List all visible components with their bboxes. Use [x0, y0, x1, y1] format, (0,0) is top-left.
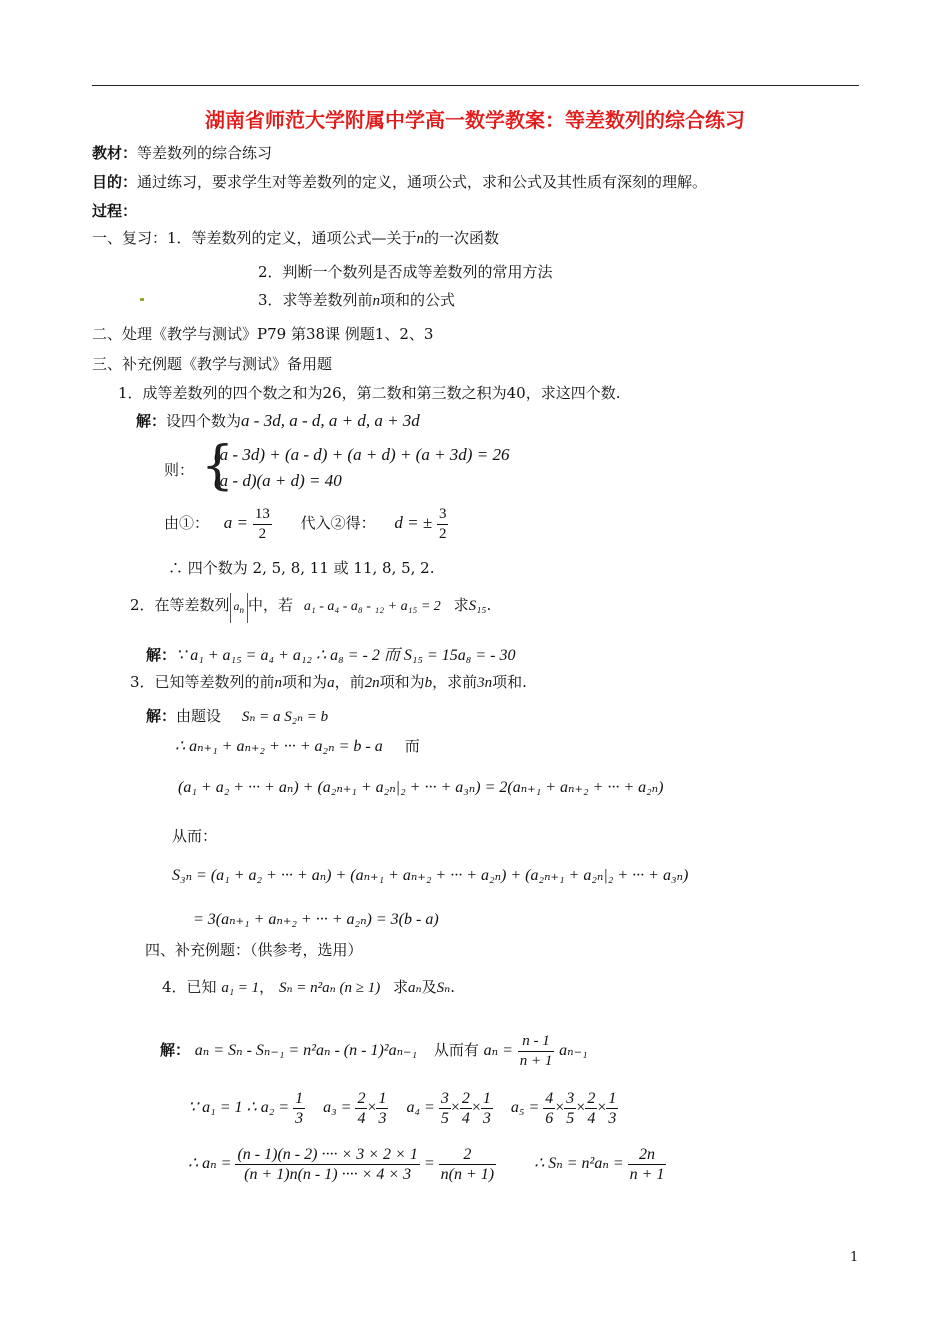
textbook-text: 等差数列的综合练习 [137, 144, 273, 162]
ex4-final-a: ∴ aₙ = [188, 1155, 232, 1172]
textbook-label: 教材： [92, 144, 138, 162]
ex4-final-frac: $\frac{(n - 1)(n - 2) \cdot\cdot\cdot\cdot \times 3 \times 2 \times 1}{(n + 1)n(n - 1) \cdot\cdot\cdot\cdot \times 4 \times 3}$ [237, 1145, 418, 1183]
ex4-because: ∵ a₁ = 1 ∴ a₂ = [188, 1099, 290, 1116]
ex4-q-c: 及 [421, 978, 437, 996]
ex4-sol-a: aₙ = Sₙ - Sₙ₋₁ = n²aₙ - (n - 1)²aₙ₋₁ [194, 1042, 418, 1059]
goal-label: 目的： [92, 173, 138, 191]
review-item-1-end: 的一次函数 [424, 229, 500, 247]
ex4-sol-b: 从而有 [433, 1041, 479, 1059]
ex1-eq2: (a - d)(a + d) = 40 [214, 471, 342, 490]
ex3-line5: = 3(aₙ₊₁ + aₙ₊₂ + ··· + a₂ₙ) = 3(b - a) [193, 911, 439, 928]
ex3-q-3n: 3n [477, 675, 493, 691]
ex1-answer: ∴ 四个数为 2, 5, 8, 11 或 11, 8, 5, 2. [168, 559, 435, 577]
ex2-question: 2．在等差数列 $a_n$ 中，若 a₁ - a₄ - a₈ - ₁₂ + a₁₅ = 2 求S₁₅. [130, 592, 491, 623]
ex4-comma: ， [259, 978, 275, 996]
ex4-q-a: 4．已知 [162, 978, 217, 996]
page-number: 1 [850, 1250, 859, 1265]
ex4-sol-label: 解： [160, 1041, 191, 1059]
ex1-question: 1．成等差数列的四个数之和为26，第二数和第三数之积为40，求这四个数. [118, 384, 621, 402]
ex2-sol-label: 解： [146, 646, 177, 664]
review-item-1-text: 一、复习：1．等差数列的定义，通项公式—关于 [92, 229, 417, 247]
process-label: 过程： [92, 202, 138, 220]
ex3-q-d: 项和为 [379, 673, 425, 691]
section-3: 三、补充例题《教学与测试》备用题 [92, 355, 333, 373]
ex1-sol-math: a - 3d, a - d, a + d, a + 3d [241, 411, 420, 430]
ex1-sub2: 代入②得： [300, 514, 376, 532]
ex1-solve [164, 503, 448, 544]
system-brace: { [201, 436, 235, 496]
ex3-q-c: ，前 [334, 673, 365, 691]
ex3-line2-end: 而 [404, 739, 420, 755]
ex3-setup [146, 706, 328, 727]
ex3-sol-a: 由题设 [176, 707, 222, 725]
ex2-q-b: 中，若 [248, 596, 294, 614]
ex4-frac1: $\frac{n - 1}{n + 1}$ [519, 1032, 553, 1069]
ex4-final-s: ∴ Sₙ = n²aₙ = [534, 1155, 624, 1172]
review-item-3-var: n [372, 293, 381, 309]
ex3-q-f: 项和. [492, 673, 527, 691]
page-title: 湖南省师范大学附属中学高一数学教案：等差数列的综合练习 [205, 108, 745, 132]
textbook-line [92, 143, 272, 163]
ex2-cond: a₁ - a₄ - a₈ - ₁₂ + a₁₅ = 2 [303, 599, 441, 614]
ex3-sol-b: Sₙ = a S₂ₙ = b [241, 709, 329, 725]
ex4-a4: a₄ = [406, 1099, 435, 1116]
ex4-a3: a₃ = [323, 1099, 352, 1116]
ex1-eq1: (a - 3d) + (a - d) + (a + d) + (a + 3d) = 26 [214, 445, 510, 464]
ex4-final-frac2: $\frac{2}{n(n + 1)}$ [440, 1145, 495, 1183]
ex3-q-e: ，求前 [432, 673, 478, 691]
ex4-q-d: . [450, 978, 455, 996]
ex2-target: S₁₅ [468, 598, 487, 614]
ex2-seq: $a_n$ [230, 593, 249, 623]
ex3-line2 [175, 737, 420, 757]
ex2-q-c: 求 [453, 596, 469, 614]
ex2-q-a: 2．在等差数列 [130, 596, 230, 614]
ex1-a-frac: $\frac{13}{2}$ [254, 505, 270, 542]
ex4-cond2: Sₙ = n²aₙ (n ≥ 1) [278, 980, 381, 996]
ex2-sol: ∵ a₁ + a₁₅ = a₄ + a₁₂ ∴ a₈ = - 2 而 S₁₅ = 15a₈ = - 30 [176, 647, 516, 664]
review-item-1-var: n [416, 231, 425, 247]
ex3-question [130, 672, 527, 693]
ex1-from1: 由①： [164, 514, 210, 532]
ex3-line3: (a₁ + a₂ + ··· + aₙ) + (a₂ₙ₊₁ + a₂ₙ|₂ + ··· + a₃ₙ) = 2(aₙ₊₁ + aₙ₊₂ + ··· + a₂ₙ) [178, 779, 664, 796]
ex2-solution [146, 645, 515, 666]
ex4-a5: a₅ = [510, 1099, 540, 1116]
ex4-eq: = [423, 1155, 435, 1172]
review-item-3 [258, 290, 455, 311]
ex1-a-eq: a = [223, 513, 249, 532]
ex4-final [188, 1144, 666, 1184]
ex4-final-s-frac: $\frac{2n}{n + 1}$ [629, 1145, 665, 1183]
ex1-setup [136, 411, 420, 431]
ex4-a2-frac: $\frac{1}{3}$ [295, 1089, 304, 1127]
goal-line [92, 172, 707, 192]
ex3-hence: 从而： [172, 827, 218, 845]
ex3-line2-math: ∴ aₙ₊₁ + aₙ₊₂ + ··· + a₂ₙ = b - a [175, 738, 383, 755]
ex4-q-b: 求 [393, 978, 409, 996]
ex4-t2: Sₙ [436, 980, 451, 996]
ex1-d-frac: $\frac{3}{2}$ [438, 505, 447, 542]
ex3-sol-label: 解： [146, 707, 177, 725]
ex1-then: 则： [164, 461, 195, 479]
review-item-1 [92, 228, 499, 249]
goal-text: 通过练习，要求学生对等差数列的定义，通项公式，求和公式及其性质有深刻的理解。 [137, 173, 708, 191]
ex3-q-2n: 2n [364, 675, 380, 691]
section-2: 二、处理《教学与测试》P79 第38课 例题1、2、3 [92, 325, 434, 343]
ex4-sol-line1 [160, 1030, 588, 1071]
ex3-q-b-var: b [424, 675, 433, 691]
ex4-sol-c: aₙ = [483, 1042, 513, 1059]
ex3-q-b: 项和为 [282, 673, 328, 691]
ex1-sol-text: 设四个数为 [166, 412, 242, 430]
ex1-sol-label: 解： [136, 412, 167, 430]
section-4: 四、补充例题：（供参考，选用） [145, 941, 363, 959]
ex4-question [162, 974, 455, 1001]
ex1-d-eq: d = ± [394, 513, 433, 532]
ex3-q-a-var: a [327, 675, 335, 691]
ex4-cond1: a₁ = 1 [221, 980, 260, 996]
ex4-terms: ∵ a₁ = 1 ∴ a₂ = $\frac{1}{3}$ a₃ = $\frac{2}{4}$ × $\frac{1}{3}$ a₄ = $\frac{3}{5}$ × $\frac{2}{4}$ × $\frac{1}{3}$ a₅ = $\frac{4}{6}$ × $\frac{3}{5}$ × $\frac{2}{4}$ × $\frac{1}{3}$ [188, 1089, 617, 1127]
mark-dot [140, 298, 144, 301]
ex4-sol-d: aₙ₋₁ [559, 1042, 588, 1059]
review-item-3-end: 项和的公式 [380, 291, 456, 309]
review-item-3-text: 3．求等差数列前 [258, 291, 373, 309]
ex3-q-n: n [274, 675, 283, 691]
ex3-q-a: 3．已知等差数列的前 [130, 673, 275, 691]
ex4-t1: aₙ [408, 980, 422, 996]
header-rule [92, 85, 859, 86]
ex3-line4: S₃ₙ = (a₁ + a₂ + ··· + aₙ) + (aₙ₊₁ + aₙ₊₂ + ··· + a₂ₙ) + (a₂ₙ₊₁ + a₂ₙ|₂ + ··· + a₃ₙ) [172, 867, 689, 884]
review-item-2: 2．判断一个数列是否成等差数列的常用方法 [258, 263, 553, 281]
